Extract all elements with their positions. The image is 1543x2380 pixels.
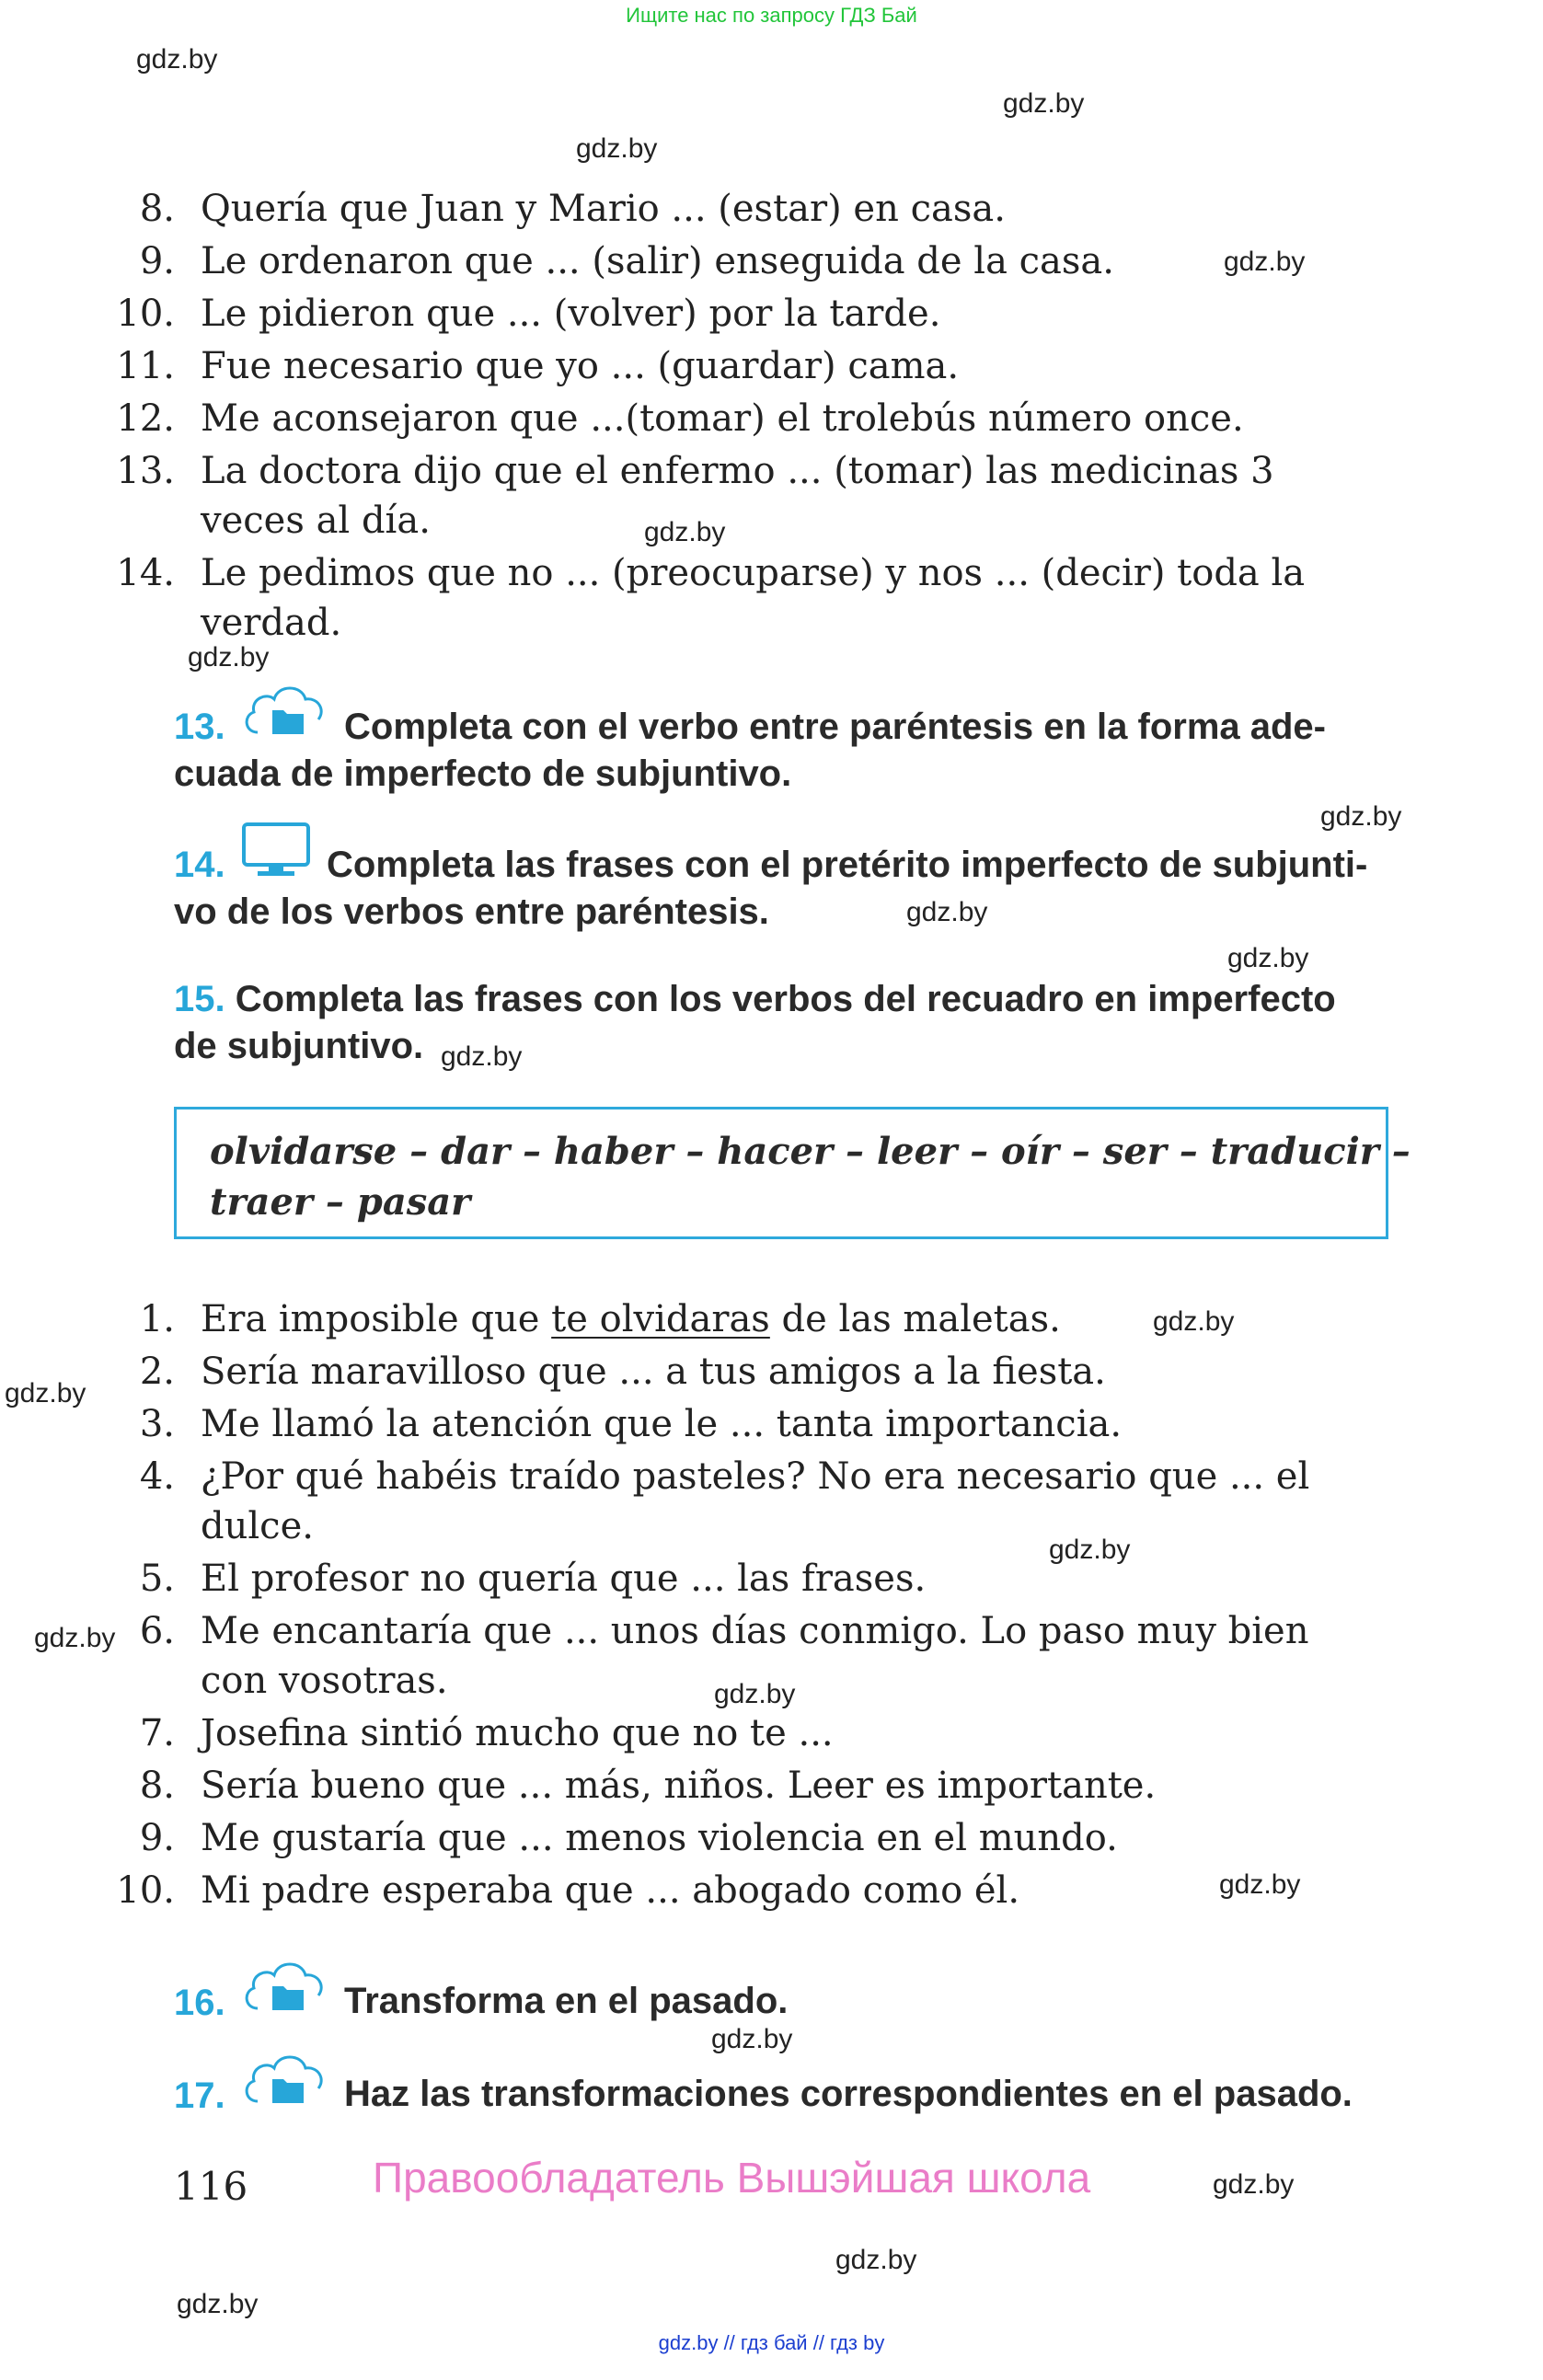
list-item: 6. Me encantaría que ... unos días conmigo. Lo paso muy bien (139, 1610, 1309, 1652)
watermark: gdz.by (714, 1679, 796, 1709)
example-answer: te olvidaras (551, 1298, 770, 1340)
watermark: gdz.by (1003, 88, 1085, 119)
list-item: 12. Me aconsejaron que ...(tomar) el trolebús número once. (116, 397, 1244, 440)
list-item: 9. Me gustaría que ... menos violencia en el mundo. (139, 1817, 1118, 1859)
list-item-continuation: verdad. (201, 602, 342, 644)
task-13-line1: 13. (174, 707, 225, 747)
verb-box (174, 1107, 1411, 1239)
watermark: gdz.by (34, 1623, 116, 1653)
list-item: 2. Sería maravilloso que ... a tus amigos a la fiesta. (139, 1351, 1106, 1393)
page-number: 116 (174, 2164, 248, 2209)
list-item: 11. Fue necesario que yo ... (guardar) cama. (116, 345, 960, 387)
list-item: 4. ¿Por qué habéis traído pasteles? No era necesario que ... el (139, 1455, 1310, 1498)
footer-links: gdz.by // гдз бай // гдз by (658, 2331, 885, 2354)
verb-box-line: traer – pasar (210, 1180, 471, 1224)
list-item: 5. El profesor no quería que ... las frases. (139, 1558, 927, 1600)
watermark: gdz.by (1153, 1306, 1235, 1337)
watermark: gdz.by (441, 1041, 523, 1072)
list-item: 1. Era imposible que te olvidaras de las maletas. (139, 1298, 1061, 1340)
task-13-text: Completa con el verbo entre paréntesis en la forma ade- (344, 707, 1326, 747)
watermark: gdz.by (576, 133, 658, 164)
list-item: 10. Le pidieron que ... (volver) por la tarde. (116, 293, 941, 335)
cloud-folder-icon (241, 679, 326, 740)
watermark: gdz.by (711, 2024, 793, 2054)
task-17-text: Haz las transformaciones correspondientes en el pasado. (344, 2074, 1353, 2114)
watermark: gdz.by (835, 2245, 917, 2275)
task-14-text: Completa las frases con el pretérito imperfecto de subjunti- (327, 845, 1368, 885)
task-16-text: Transforma en el pasado. (344, 1981, 789, 2021)
top-banner: Ищите нас по запросу ГДЗ Бай (626, 4, 917, 27)
list-item: 3. Me llamó la atención que le ... tanta importancia. (139, 1403, 1123, 1445)
watermark: gdz.by (906, 897, 988, 927)
watermark: gdz.by (1219, 1869, 1301, 1900)
task-14-text-cont: vo de los verbos entre paréntesis. (174, 891, 769, 932)
list-item: 10. Mi padre esperaba que ... abogado como él. (116, 1869, 1020, 1912)
list-item-continuation: dulce. (201, 1505, 314, 1547)
list-item: 8. Sería bueno que ... más, niños. Leer es importante. (139, 1765, 1157, 1807)
watermark: gdz.by (5, 1378, 86, 1408)
watermark: gdz.by (644, 517, 726, 547)
watermark: gdz.by (136, 44, 218, 75)
cloud-folder-icon (241, 1955, 326, 2016)
watermark: gdz.by (1320, 801, 1402, 832)
watermark: gdz.by (1227, 943, 1309, 973)
watermark: gdz.by (1049, 1535, 1131, 1565)
watermark: gdz.by (188, 642, 270, 673)
watermark: gdz.by (1213, 2169, 1295, 2200)
list-item: 14. Le pedimos que no ... (preocuparse) y nos ... (decir) toda la (116, 552, 1306, 594)
watermark: gdz.by (1224, 247, 1306, 277)
monitor-icon (241, 822, 311, 879)
list-item-continuation: veces al día. (201, 500, 431, 542)
list-item-continuation: con vosotras. (201, 1660, 448, 1702)
list-item: 13. La doctora dijo que el enfermo ... (tomar) las medicinas 3 (116, 450, 1274, 492)
task-16-num: 16. (174, 1983, 225, 2023)
list-item: 8. Quería que Juan y Mario ... (estar) en casa. (139, 188, 1006, 230)
watermark: gdz.by (177, 2289, 259, 2319)
cloud-folder-icon (241, 2048, 326, 2109)
task-14-num: 14. (174, 845, 225, 885)
copyright-notice: Правообладатель Вышэйшая школа (373, 2154, 1091, 2202)
task-13-text-cont: cuada de imperfecto de subjuntivo. (174, 753, 792, 794)
verb-box-line: olvidarse – dar – haber – hacer – leer – oír – ser – traducir – (210, 1130, 1411, 1173)
list-item: 9. Le ordenaron que ... (salir) enseguida de la casa. (139, 240, 1114, 282)
task-17-num: 17. (174, 2075, 225, 2116)
list-item: 7. Josefina sintió mucho que no te ... (139, 1712, 834, 1754)
task-15-line2: de subjuntivo. (174, 1026, 424, 1066)
task-15-line1: 15. Completa las frases con los verbos del recuadro en imperfecto (174, 979, 1336, 1019)
